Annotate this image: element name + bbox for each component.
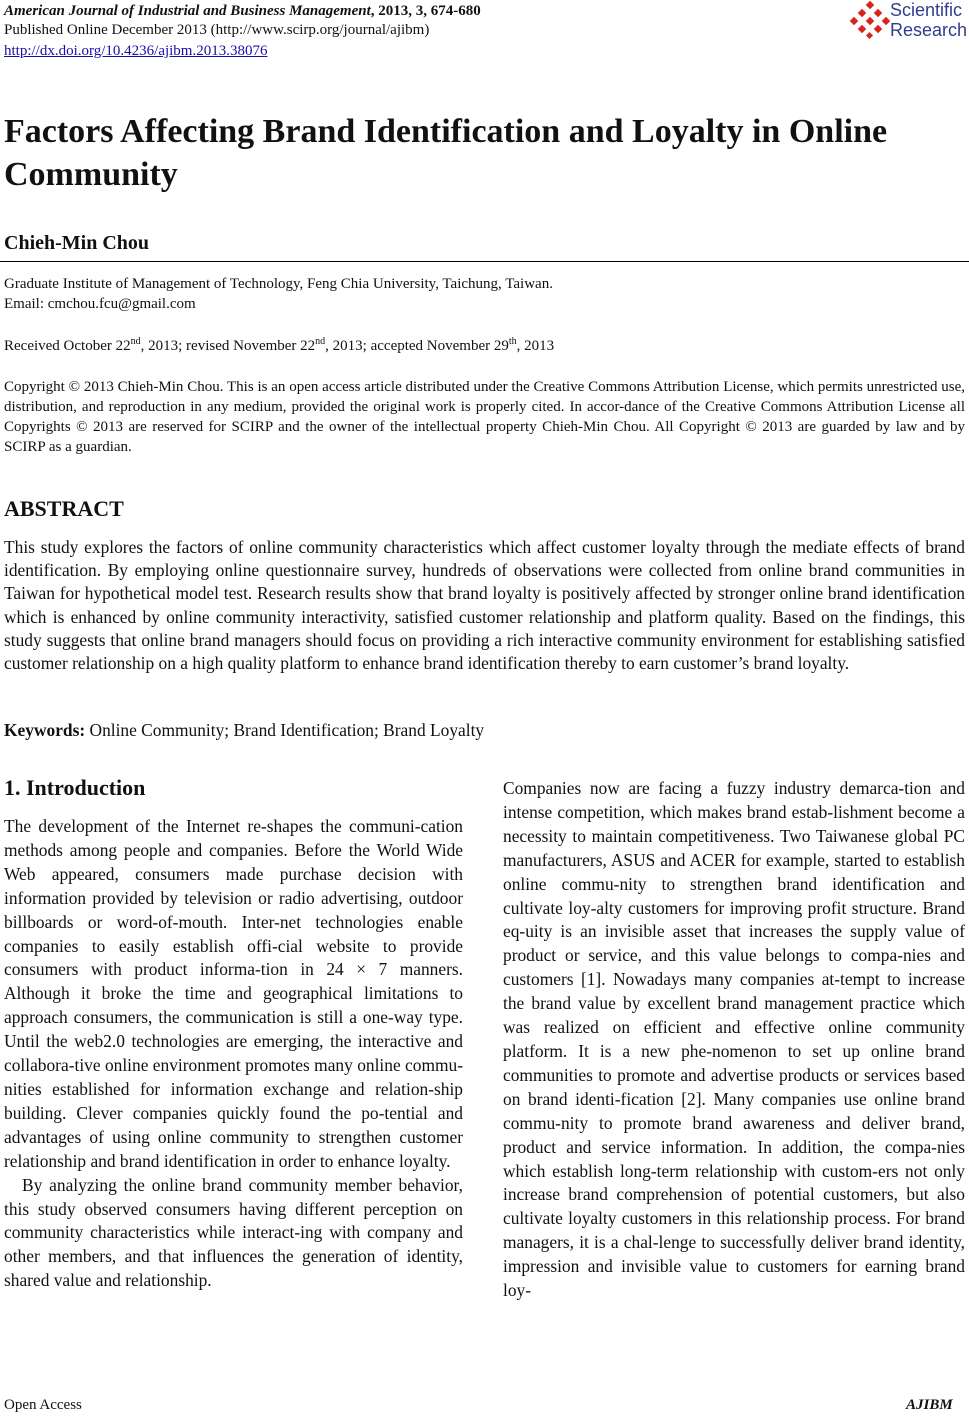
author-email: Email: cmchou.fcu@gmail.com bbox=[4, 296, 196, 312]
copyright-notice: Copyright © 2013 Chieh-Min Chou. This is an open access article distributed under the Creative Commons Attribution License, which permits unrestricted use, distribution, and reproduction in any medium, provided the original work is properly cited. In accor-dance of the Creative Commons Attribution License all Copyrights © 2013 are reserved for SCIRP and the owner of the intellectual property Chieh-Min Chou. All Copyright © 2013 are guarded by law and by SCIRP as a guardian. bbox=[4, 379, 965, 455]
author-name: Chieh-Min Chou bbox=[4, 232, 150, 254]
logo-text: Scientific Research bbox=[890, 0, 968, 40]
scientific-research-logo bbox=[850, 0, 968, 44]
journal-volume: , 2013, 3, 674-680 bbox=[370, 3, 481, 19]
paper-title: Factors Affecting Brand Identification and Loyalty in Online Community bbox=[4, 113, 888, 193]
intro-right-column bbox=[503, 777, 965, 1303]
intro-left-column bbox=[4, 815, 463, 1293]
doi-link[interactable]: http://dx.doi.org/10.4236/ajibm.2013.38076 bbox=[4, 43, 268, 59]
section-heading-introduction: 1. Introduction bbox=[4, 775, 146, 800]
abstract-heading: ABSTRACT bbox=[4, 496, 124, 521]
title-divider bbox=[0, 261, 969, 262]
logo-mark-icon bbox=[850, 0, 890, 40]
footer-open-access: Open Access bbox=[4, 1397, 82, 1413]
publication-line: Published Online December 2013 (http://www.scirp.org/journal/ajibm) bbox=[4, 22, 430, 38]
keywords bbox=[4, 719, 484, 742]
article-dates: Received October 22nd, 2013; revised November 22nd, 2013; accepted November 29th, 2013 bbox=[4, 336, 555, 354]
intro-paragraph-1: The development of the Internet re-shapes the communi-cation methods among people and companies. Before the World Wide Web appeared, consumers made purchase decision with information provided by television or radio advertising, outdoor billboards or word-of-mouth. Inter-net technologies enable companies to easily establish offi-cial website to provide consumers with product informa-tion in 24 × 7 manners. Although it broke the time and geographical limitations to approach consumers, the communication is still a one-way type. Until the web2.0 technologies are emerging, the interactive and collabora-tive online environment promotes many online commu-nities established for information exchange and relation-ship building. Clever companies quickly found the po-tential and advantages of using online community to strengthen customer relationship and brand identification in order to enhance loyalty. bbox=[4, 816, 463, 1171]
abstract-text: This study explores the factors of online community characteristics which affect customer loyalty through the mediate effects of brand identification. By employing online questionnaire survey, hundreds of observations were collected from online brand communities in Taiwan for hypothetical model test. Research results show that brand loyalty is positively affected by stronger online brand identification which is enhanced by online community interactivity, satisfied customer relationship and platform quality. Based on the findings, this study suggests that online brand managers should focus on providing a rich interactive community environment for establishing satisfied customer relationship on a high quality platform to enhance brand identification thereby to earn customer’s brand loyalty. bbox=[4, 537, 965, 674]
journal-citation bbox=[4, 2, 481, 21]
intro-paragraph-3: Companies now are facing a fuzzy industry demarca-tion and intense competition, which makes brand estab-lishment become a necessity to maintain competitiveness. Two Taiwanese global PC manufacturers, ASUS and ACER for example, started to establish online commu-nity to strengthen brand identification and cultivate loy-alty customers for improving profit structure. Brand eq-uity is an invisible asset that increases the supply value of product or service, and this value belongs to compa-nies and customers [1]. Nowadays many companies at-tempt to increase the brand value by excellent brand management practice which was realized on efficient and effective online community platform. It is a new phe-nomenon to set up online brand communities to promote and advertise products or services based on brand identi-fication [2]. Many companies use online brand commu-nity to promote brand awareness and deliver brand, product and service information. In addition, the compa-nies which establish long-term relationship with custom-ers not only increase brand comprehension of potential customers, but also cultivate loyalty customers in this relationship process. For brand managers, it is a chal-lenge to successfully deliver brand identity, impression and invisible value to customers for earning brand loy- bbox=[503, 778, 965, 1301]
keywords-list: Online Community; Brand Identification; Brand Loyalty bbox=[85, 720, 485, 740]
intro-paragraph-2: By analyzing the online brand community member behavior, this study observed consumers having different perception on community characteristics while interact-ing with company and other members, and that influences the generation of identity, shared value and relationship. bbox=[4, 1174, 463, 1291]
journal-name: American Journal of Industrial and Business Management bbox=[4, 3, 371, 19]
affiliation: Graduate Institute of Management of Technology, Feng Chia University, Taichung, Taiwan. bbox=[4, 276, 553, 292]
footer-journal-abbrev: AJIBM bbox=[906, 1397, 953, 1413]
keywords-label: Keywords: bbox=[4, 720, 86, 740]
